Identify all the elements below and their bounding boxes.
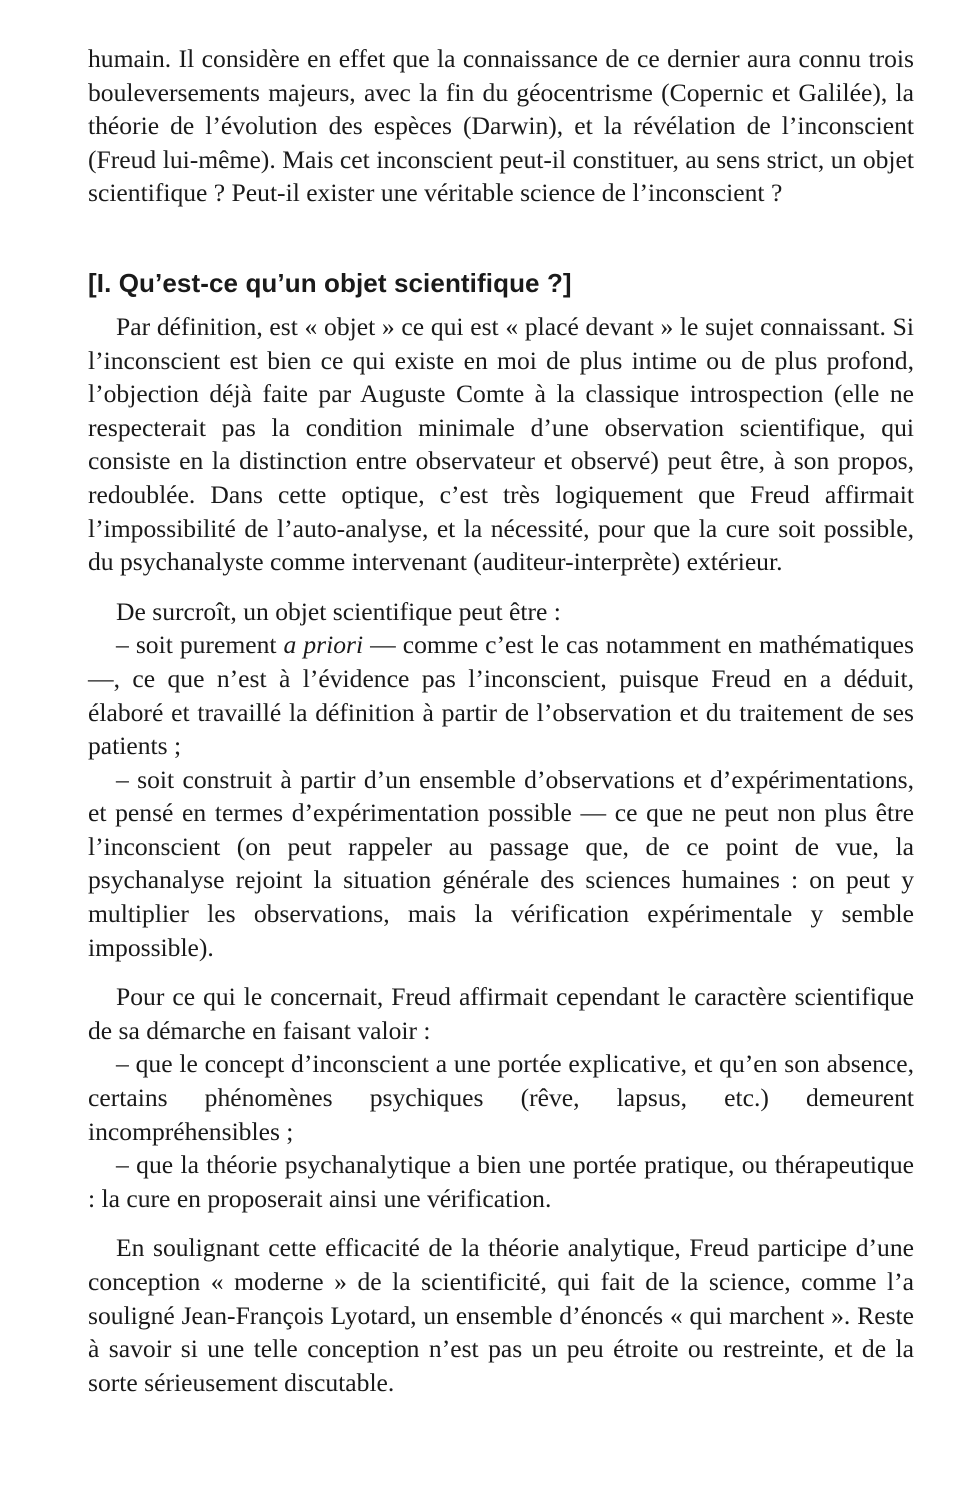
document-page xyxy=(88,42,914,1399)
list-item-a-priori xyxy=(88,628,914,762)
list-item-a-priori-post: — comme c’est le cas notamment en mathématiques —, ce que n’est à l’évidence pas l’inconscient, puisque Freud en a déduit, élaboré et travaillé la définition à partir de l’observation et du traitement de ses patients ; xyxy=(88,630,914,761)
list-item-explicative: – que le concept d’inconscient a une portée explicative, et qu’en son absence, certains phénomènes psychiques (rêve, lapsus, etc.) demeurent incompréhensibles ; xyxy=(88,1049,914,1146)
section-heading: [I. Qu’est-ce qu’un objet scientifique ?] xyxy=(88,267,572,298)
list-item-therapeutic: – que la théorie psychanalytique a bien une portée pratique, ou thérapeutique : la cure en proposerait ainsi une vérification. xyxy=(88,1150,914,1213)
list-item-a-priori-pre: – soit purement xyxy=(116,630,284,660)
paragraph-object-definition: Par définition, est « objet » ce qui est « placé devant » le sujet connaissant. Si l’inconscient est bien ce qui existe en moi de plus intime ou de plus profond, l’objection déjà faite par Auguste Comte à la classique introspection (elle ne respecterait pas la condition minimale d’une observation scientifique, qui consiste en la distinction entre observateur et observé) peut être, à son propos, redoublée. Dans cette optique, c’est très logiquement que Freud affirmait l’impossibilité de l’auto-analyse, et la nécessité, pour que la cure soit possible, du psychanalyste comme intervenant (auditeur-interprète) extérieur. xyxy=(88,311,914,577)
paragraph-freud-claims-intro: Pour ce qui le concernait, Freud affirmait cependant le caractère scientifique de sa démarche en faisant valoir : xyxy=(88,982,914,1045)
paragraph-intro-continuation: humain. Il considère en effet que la connaissance de ce dernier aura connu trois bouleversements majeurs, avec la fin du géocentrisme (Copernic et Galilée), la théorie de l’évolution des espèces (Darwin), et la révélation de l’inconscient (Freud lui-même). Mais cet inconscient peut-il constituer, au sens strict, un objet scientifique ? Peut-il exister une véritable science de l’inconscient ? xyxy=(88,44,914,208)
list-item-constructed: – soit construit à partir d’un ensemble d’observations et d’expérimentations, et pensé en termes d’expérimentation possible — ce que ne peut non plus être l’inconscient (on peut rappeler au passage que, de ce point de vue, la psychanalyse rejoint la situation générale des sciences humaines : on peut y multiplier les observations, mais la vérification expérimentale y semble impossible). xyxy=(88,764,914,962)
a-priori-emphasis: a priori xyxy=(283,630,364,660)
paragraph-object-kinds-intro: De surcroît, un objet scientifique peut être : xyxy=(116,596,561,626)
paragraph-modern-scientificity: En soulignant cette efficacité de la théorie analytique, Freud participe d’une conception « moderne » de la scientificité, qui fait de la science, comme l’a souligné Jean-François Lyotard, un ensemble d’énoncés « qui marchent ». Reste à savoir si une telle conception n’est pas un peu étroite ou restreinte, et de la sorte sérieusement discutable. xyxy=(88,1233,914,1397)
